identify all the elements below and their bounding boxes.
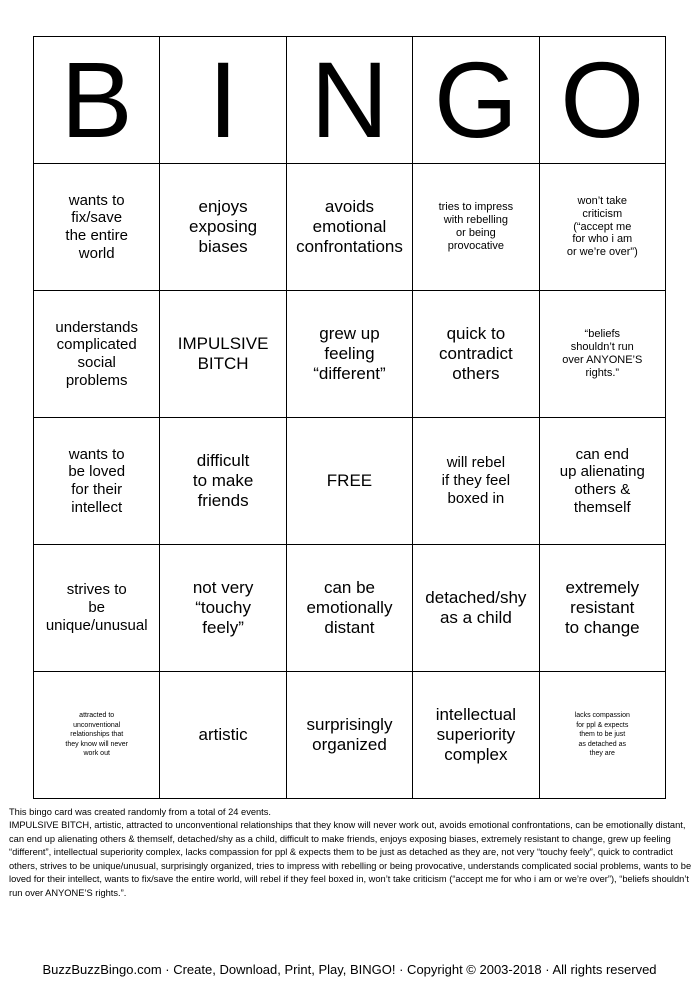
header-letter-n: N <box>286 37 412 164</box>
card-description-intro: This bingo card was created randomly from a total of 24 events. <box>9 807 271 817</box>
bingo-cell: can end up alienating others & themself <box>539 418 665 545</box>
bingo-row-3 <box>34 418 666 545</box>
bingo-header-row <box>34 37 666 164</box>
header-letter-i: I <box>160 37 286 164</box>
card-description <box>9 806 693 900</box>
bingo-cell: extremely resistant to change <box>539 545 665 672</box>
bingo-row-5 <box>34 672 666 799</box>
bingo-cell: enjoys exposing biases <box>160 164 286 291</box>
header-letter-o: O <box>539 37 665 164</box>
bingo-cell: surprisingly organized <box>286 672 412 799</box>
bingo-row-4 <box>34 545 666 672</box>
header-letter-b: B <box>34 37 160 164</box>
bingo-free-cell: FREE <box>286 418 412 545</box>
bingo-cell: artistic <box>160 672 286 799</box>
bingo-cell: lacks compassion for ppl & expects them to be just as detached as they are <box>539 672 665 799</box>
bingo-card <box>33 36 666 799</box>
bingo-row-2 <box>34 291 666 418</box>
bingo-cell: tries to impress with rebelling or being provocative <box>413 164 539 291</box>
site-footer: BuzzBuzzBingo.com · Create, Download, Print, Play, BINGO! · Copyright © 2003-2018 · All rights reserved <box>42 962 657 977</box>
bingo-cell: can be emotionally distant <box>286 545 412 672</box>
bingo-cell: avoids emotional confrontations <box>286 164 412 291</box>
bingo-cell: IMPULSIVE BITCH <box>160 291 286 418</box>
bingo-cell: grew up feeling “different” <box>286 291 412 418</box>
bingo-cell: detached/shy as a child <box>413 545 539 672</box>
bingo-cell: understands complicated social problems <box>34 291 160 418</box>
bingo-cell: “beliefs shouldn’t run over ANYONE’S rights.” <box>539 291 665 418</box>
header-letter-g: G <box>413 37 539 164</box>
bingo-row-1 <box>34 164 666 291</box>
bingo-cell: difficult to make friends <box>160 418 286 545</box>
bingo-cell: won’t take criticism (“accept me for who i am or we’re over”) <box>539 164 665 291</box>
card-event-list: IMPULSIVE BITCH, artistic, attracted to unconventional relationships that they know will never work out, avoids emotional confrontations, can be emotionally distant, can end up alienating others & themself, detached/shy as a child, difficult to make friends, enjoys exposing biases, extremely resistant to change, grew up feeling “different”, intellectual superiority complex, lacks compassion for ppl & expects them to be just as detached as they are, not very “touchy feely”, quick to contradict others, strives to be unique/unusual, surprisingly organized, tries to impress with rebelling or being provocative, understands complicated social problems, wants to be loved for their intellect, wants to fix/save the entire world, will rebel if they feel boxed in, won’t take criticism (“accept me for who i am or we’re over”), “beliefs shouldn’t run over ANYONE’S rights.”. <box>9 820 692 898</box>
bingo-cell: intellectual superiority complex <box>413 672 539 799</box>
bingo-cell: quick to contradict others <box>413 291 539 418</box>
bingo-cell: will rebel if they feel boxed in <box>413 418 539 545</box>
bingo-cell: wants to be loved for their intellect <box>34 418 160 545</box>
bingo-cell: wants to fix/save the entire world <box>34 164 160 291</box>
bingo-cell: strives to be unique/unusual <box>34 545 160 672</box>
bingo-cell: attracted to unconventional relationships that they know will never work out <box>34 672 160 799</box>
bingo-cell: not very “touchy feely” <box>160 545 286 672</box>
